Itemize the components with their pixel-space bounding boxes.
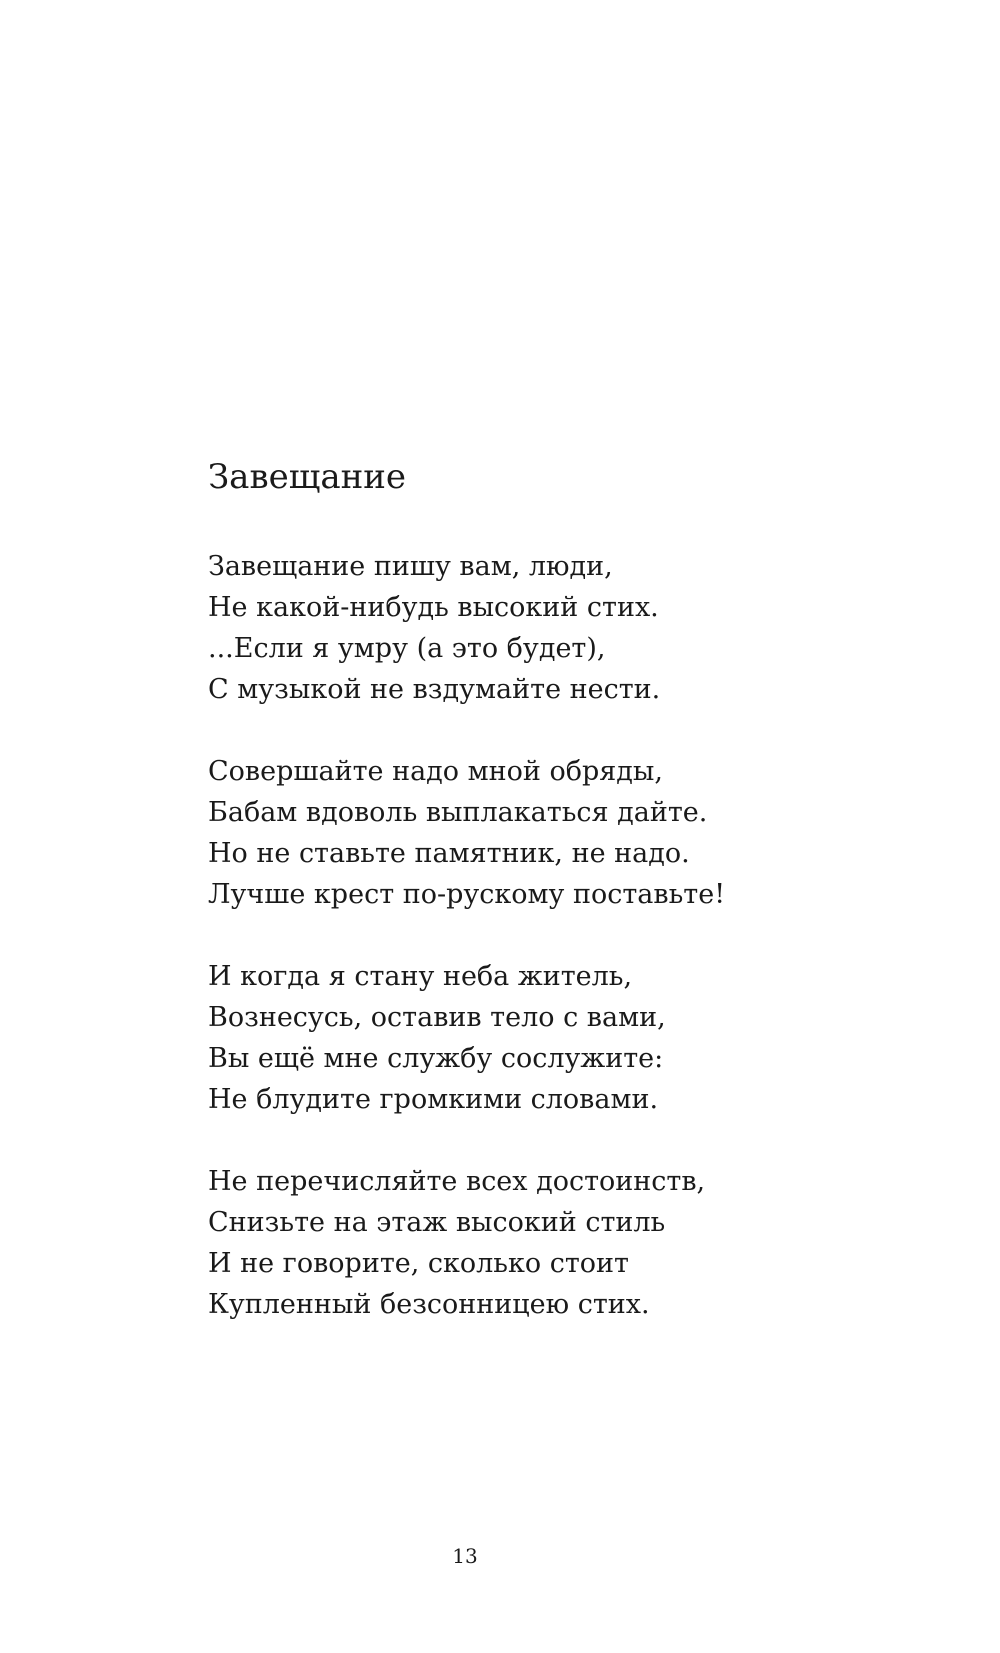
poem-body xyxy=(208,546,725,1366)
poem-line: Лучше крест по-рускому поставьте! xyxy=(208,879,726,910)
stanza xyxy=(208,751,725,915)
poem-line: Вознесусь, оставив тело с вами, xyxy=(208,1002,666,1033)
poem-line: И когда я стану неба житель, xyxy=(208,961,633,992)
poem-line: Бабам вдоволь выплакаться дайте. xyxy=(208,797,708,828)
poem-line: И не говорите, сколько стоит xyxy=(208,1248,629,1279)
stanza xyxy=(208,1161,725,1325)
poem-line: Не какой-нибудь высокий стих. xyxy=(208,592,659,623)
stanza xyxy=(208,956,725,1120)
poem-line: ...Если я умру (а это будет), xyxy=(208,633,606,664)
poem-line: С музыкой не вздумайте нести. xyxy=(208,674,661,705)
poem-title: Завещание xyxy=(208,457,407,497)
poem-line: Снизьте на этаж высокий стиль xyxy=(208,1207,666,1238)
poem-line: Но не ставьте памятник, не надо. xyxy=(208,838,690,869)
page-number: 13 xyxy=(452,1544,478,1568)
poem-line: Совершайте надо мной обряды, xyxy=(208,756,663,787)
stanza xyxy=(208,546,725,710)
poem-line: Не перечисляйте всех достоинств, xyxy=(208,1166,706,1197)
poem-line: Купленный безсонницею стих. xyxy=(208,1289,650,1320)
poem-line: Не блудите громкими словами. xyxy=(208,1084,659,1115)
poem-line: Завещание пишу вам, люди, xyxy=(208,551,613,582)
poem-line: Вы ещё мне службу сослужите: xyxy=(208,1043,664,1074)
